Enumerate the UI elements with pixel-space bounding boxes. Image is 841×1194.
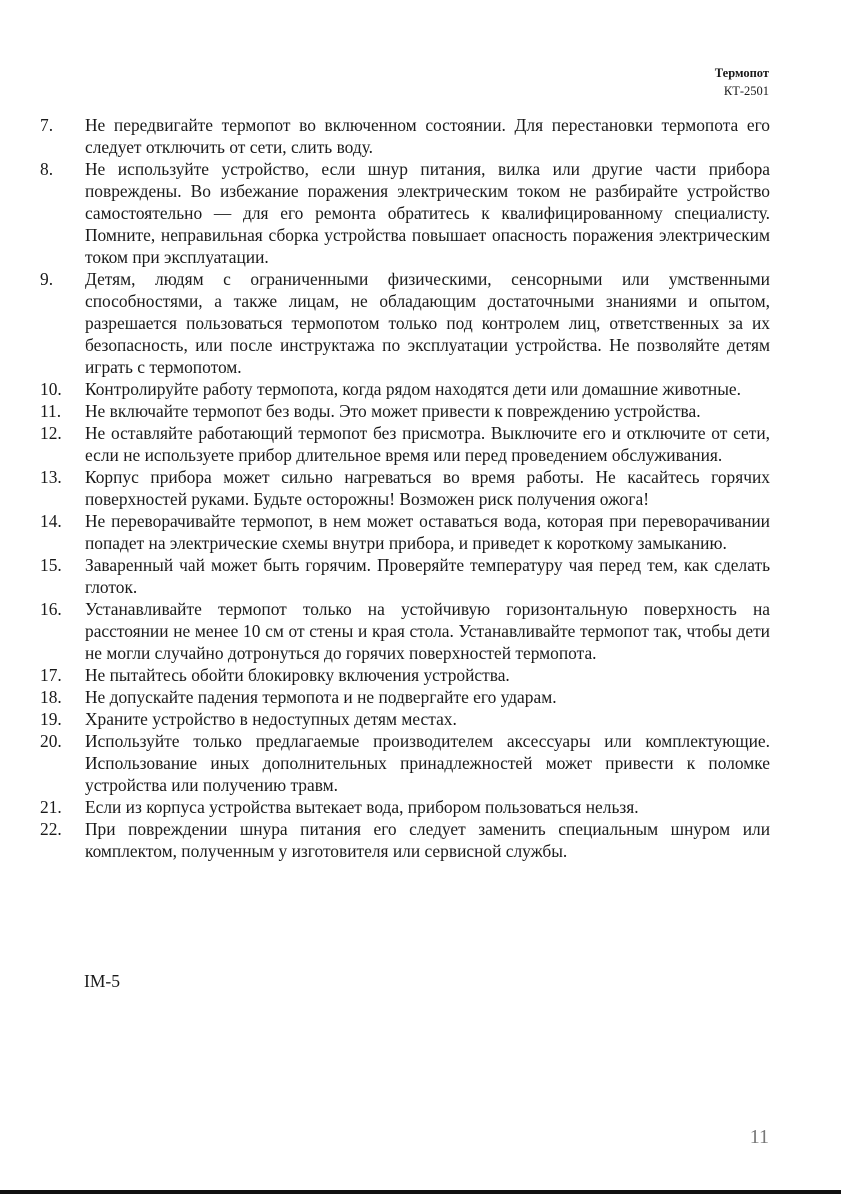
- list-item: [40, 510, 770, 554]
- item-number: 12.: [40, 423, 62, 443]
- item-number: 11.: [40, 401, 62, 421]
- item-number: 13.: [40, 467, 62, 487]
- item-number: 21.: [40, 797, 62, 817]
- item-text: Не используйте устройство, если шнур питания, вилка или другие части прибора повреждены. Во избежание поражения электрическим током не разбирайте устройство самостоятельно — для его ремонта обратитесь к квалифицированному специалисту. Помните, неправильная сборка устройства повышает опасность поражения электрическим током при эксплуатации.: [85, 159, 770, 267]
- list-item: [40, 818, 770, 862]
- item-text: Не передвигайте термопот во включенном состоянии. Для перестановки термопота его следует отключить от сети, слить воду.: [85, 115, 770, 157]
- list-item: [40, 114, 770, 158]
- item-number: 9.: [40, 269, 54, 289]
- item-number: 15.: [40, 555, 62, 575]
- running-header: [715, 64, 769, 100]
- safety-instructions-list: [40, 114, 770, 862]
- list-item: [40, 598, 770, 664]
- item-text: Храните устройство в недоступных детям местах.: [85, 709, 457, 729]
- page-number: 11: [749, 1126, 769, 1148]
- item-text: Устанавливайте термопот только на устойчивую горизонтальную поверхность на расстоянии не менее 10 см от стены и края стола. Устанавливайте термопот так, чтобы дети не могли случайно дотронуться до горячих поверхностей термопота.: [85, 599, 770, 663]
- item-number: 20.: [40, 731, 62, 751]
- item-text: При повреждении шнура питания его следует заменить специальным шнуром или комплектом, полученным у изготовителя или сервисной службы.: [85, 819, 770, 861]
- list-item: [40, 422, 770, 466]
- list-item: [40, 268, 770, 378]
- item-text: Контролируйте работу термопота, когда рядом находятся дети или домашние животные.: [85, 379, 741, 399]
- item-text: Не допускайте падения термопота и не подвергайте его ударам.: [85, 687, 557, 707]
- item-text: Заваренный чай может быть горячим. Проверяйте температуру чая перед тем, как сделать глоток.: [85, 555, 770, 597]
- item-number: 17.: [40, 665, 62, 685]
- list-item: [40, 686, 770, 708]
- header-model: КТ-2501: [723, 84, 769, 98]
- item-number: 10.: [40, 379, 62, 399]
- list-item: [40, 730, 770, 796]
- item-text: Если из корпуса устройства вытекает вода, прибором пользоваться нельзя.: [85, 797, 639, 817]
- item-text: Используйте только предлагаемые производителем аксессуары или комплектующие. Использование иных дополнительных принадлежностей может привести к поломке устройства или получению травм.: [85, 731, 770, 795]
- header-product-name: Термопот: [714, 66, 769, 80]
- item-text: Детям, людям с ограниченными физическими, сенсорными или умственными способностями, а также лицам, не обладающим достаточными знаниями и опытом, разрешается пользоваться термопотом только под контролем лиц, ответственных за их безопасность, или после инструктажа по эксплуатации устройства. Не позволяйте детям играть с термопотом.: [85, 269, 770, 377]
- item-text: Не оставляйте работающий термопот без присмотра. Выключите его и отключите от сети, если не используете прибор длительное время или перед проведением обслуживания.: [85, 423, 770, 465]
- list-item: [40, 796, 770, 818]
- item-text: Не переворачивайте термопот, в нем может оставаться вода, которая при переворачивании попадет на электрические схемы внутри прибора, и приведет к короткому замыканию.: [85, 511, 770, 553]
- item-number: 16.: [40, 599, 62, 619]
- item-number: 18.: [40, 687, 62, 707]
- item-number: 14.: [40, 511, 62, 531]
- bottom-edge-rule: [0, 1190, 841, 1194]
- list-item: [40, 400, 770, 422]
- item-text: Не пытайтесь обойти блокировку включения устройства.: [85, 665, 510, 685]
- item-text: Корпус прибора может сильно нагреваться во время работы. Не касайтесь горячих поверхностей руками. Будьте осторожны! Возможен риск получения ожога!: [85, 467, 770, 509]
- item-text: Не включайте термопот без воды. Это может привести к повреждению устройства.: [85, 401, 701, 421]
- item-number: 19.: [40, 709, 62, 729]
- item-number: 7.: [40, 115, 54, 135]
- list-item: [40, 664, 770, 686]
- list-item: [40, 708, 770, 730]
- list-item: [40, 378, 770, 400]
- list-item: [40, 158, 770, 268]
- list-item: [40, 466, 770, 510]
- item-number: 8.: [40, 159, 54, 179]
- item-number: 22.: [40, 819, 62, 839]
- list-item: [40, 554, 770, 598]
- manual-code: IM-5: [84, 971, 120, 991]
